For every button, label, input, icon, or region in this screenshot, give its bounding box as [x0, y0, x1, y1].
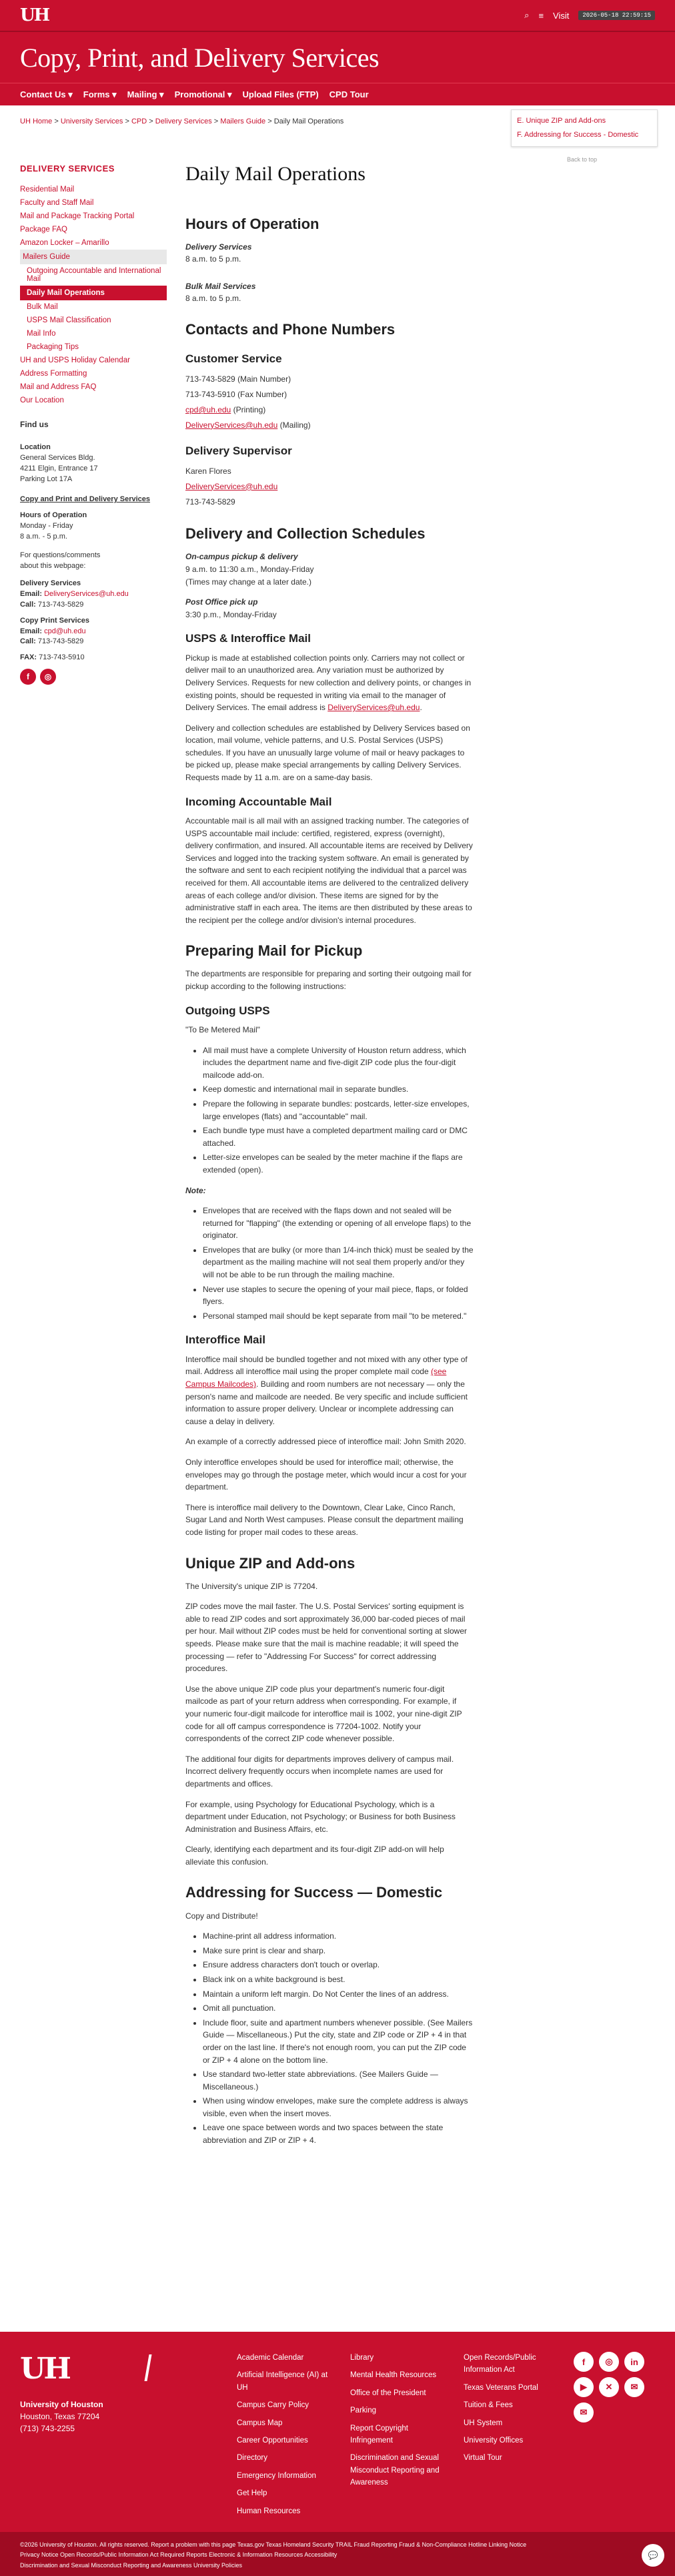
footer-link[interactable]: Open Records/Public Information Act	[464, 2354, 536, 2374]
footer-link[interactable]: Academic Calendar	[237, 2354, 304, 2362]
list-item: • Machine-print all address information.	[203, 1930, 474, 1943]
instagram-icon[interactable]: ◎	[40, 669, 56, 685]
footer-link[interactable]: Tuition & Fees	[464, 2401, 513, 2410]
campus-mailcodes-link[interactable]: (see Campus Mailcodes)	[185, 1367, 447, 1389]
footer-link[interactable]: Artificial Intelligence (AI) at UH	[237, 2371, 328, 2392]
sidebar-sub-daily-ops[interactable]: Daily Mail Operations	[20, 286, 167, 300]
list-item: • Keep domestic and international mail in separate bundles.	[203, 1083, 474, 1096]
sidebar-sub-outgoing[interactable]: Outgoing Accountable and International Mail	[27, 267, 161, 283]
list-item: • Never use staples to secure the opening of your mail piece, flaps, or folded flyers.	[203, 1283, 474, 1308]
back-to-top[interactable]: Back to top	[567, 156, 598, 163]
list-item: • Envelopes that are received with the flaps down and not sealed will be returned for "flapping" (the extending or opening of all envelope flaps) to the originator.	[203, 1205, 474, 1242]
addressing-heading: Addressing for Success — Domestic	[185, 1884, 443, 1901]
list-item: • Personal stamped mail should be kept separate from mail "to be metered."	[203, 1310, 474, 1323]
sidebar-item-faculty-staff[interactable]: Faculty and Staff Mail	[20, 199, 94, 207]
footer-social	[574, 2352, 647, 2423]
interoffice-heading: Interoffice Mail	[185, 1333, 265, 1347]
list-item: • Include floor, suite and apartment numbers whenever possible. (See Mailers Guide — Miscellaneous.) Put the city, state and ZIP code or ZIP + 4 in that order on the last line. If there's not enough room, you can put the ZIP code or ZIP + 4 alone on the bottom line.	[203, 2017, 474, 2066]
list-item: • All mail must have a complete University of Houston return address, which includes the department name and five-digit ZIP code plus the four-digit mailcode add-on.	[203, 1044, 474, 1082]
sidebar-item-mail-faq[interactable]: Mail and Address FAQ	[20, 383, 97, 391]
x-icon[interactable]: ✕	[599, 2377, 619, 2397]
addressing-list	[203, 1930, 474, 2147]
delivery-email-link[interactable]: DeliveryServices@uh.edu	[185, 420, 278, 430]
crumb-mailers-guide[interactable]: Mailers Guide	[220, 117, 266, 125]
sidebar-sub-usps-class[interactable]: USPS Mail Classification	[27, 316, 111, 324]
list-item: • When using window envelopes, make sure the complete address is always visible, even when the insert moves.	[203, 2095, 474, 2120]
footer-link[interactable]: UH System	[464, 2419, 503, 2427]
sidebar-item-holiday[interactable]: UH and USPS Holiday Calendar	[20, 356, 130, 364]
instagram-icon[interactable]: ◎	[599, 2352, 619, 2372]
contacts-heading: Contacts and Phone Numbers	[185, 320, 396, 338]
sidebar-item-residential[interactable]: Residential Mail	[20, 186, 75, 194]
site-banner	[0, 32, 675, 83]
footer-link[interactable]: Library	[350, 2354, 374, 2362]
list-item: • Make sure print is clear and sharp.	[203, 1945, 474, 1957]
footer-col-1	[237, 2352, 337, 2523]
note-list	[203, 1205, 474, 1322]
list-item: • Prepare the following in separate bundles: postcards, letter-size envelopes, large envelopes (flats) and "accountable" mail.	[203, 1098, 474, 1122]
sidebar-item-tracking[interactable]: Mail and Package Tracking Portal	[20, 212, 135, 220]
footer-link[interactable]: Discrimination and Sexual Misconduct Reporting and Awareness	[350, 2454, 440, 2487]
main-nav	[0, 83, 675, 105]
footer-link[interactable]: Report Copyright Infringement	[350, 2424, 408, 2445]
toc-unique-zip[interactable]: E. Unique ZIP and Add-ons	[517, 117, 606, 125]
list-item: • Ensure address characters don't touch or overlap.	[203, 1959, 474, 1971]
nav-upload-ftp[interactable]: Upload Files (FTP)	[242, 89, 319, 99]
sidebar-item-package-faq[interactable]: Package FAQ	[20, 226, 67, 234]
site-footer	[0, 2332, 675, 2532]
footer-link[interactable]: Virtual Tour	[464, 2454, 502, 2463]
legal-links-1[interactable]: ©2026 University of Houston. All rights reserved. Report a problem with this page Texas.gov Texas Homeland Security TRAIL Fraud Reporting Fraud & Non-Compliance Hotline Linking Notice	[20, 2541, 527, 2548]
footer-link[interactable]: Campus Map	[237, 2419, 283, 2427]
footer-link[interactable]: Texas Veterans Portal	[464, 2383, 538, 2392]
facebook-icon[interactable]: f	[574, 2352, 594, 2372]
breadcrumb: UH Home > University Services > CPD > Delivery Services > Mailers Guide > Daily Mail Operations	[20, 117, 344, 125]
search-icon[interactable]: ⌕	[524, 10, 530, 20]
list-item: • Envelopes that are bulky (or more than 1/4-inch thick) must be sealed by the department as the mailing machine will not seal them properly and/or they will not be able to be run through the mailing machine.	[203, 1244, 474, 1281]
timestamp-badge: 2026-05-18 22:59:15	[578, 11, 655, 20]
supervisor-email-link[interactable]: DeliveryServices@uh.edu	[185, 481, 278, 491]
preparing-heading: Preparing Mail for Pickup	[185, 942, 363, 960]
footer-col-2	[350, 2352, 450, 2495]
email-icon[interactable]: ✉	[624, 2377, 644, 2397]
usps-email-link[interactable]: DeliveryServices@uh.edu	[327, 703, 420, 713]
footer-link[interactable]: Parking	[350, 2406, 376, 2415]
chat-icon[interactable]: 💬	[642, 2544, 664, 2567]
sidebar-item-mailers-guide[interactable]: Mailers Guide	[20, 250, 167, 264]
crumb-university-services[interactable]: University Services	[60, 117, 123, 125]
crumb-current: Daily Mail Operations	[273, 117, 344, 125]
nav-cpd-tour[interactable]: CPD Tour	[329, 89, 369, 99]
usps-heading: USPS & Interoffice Mail	[185, 632, 311, 645]
cpd-email-link[interactable]: cpd@uh.edu	[185, 405, 231, 414]
footer-link[interactable]: Campus Carry Policy	[237, 2401, 309, 2410]
footer-link[interactable]: Mental Health Resources	[350, 2371, 437, 2380]
sidebar-sub-mail-info[interactable]: Mail Info	[27, 330, 56, 338]
footer-link[interactable]: Get Help	[237, 2489, 267, 2498]
sidebar-item-location[interactable]: Our Location	[20, 396, 64, 404]
cp-email-link[interactable]: cpd@uh.edu	[44, 627, 86, 635]
facebook-icon[interactable]: f	[20, 669, 36, 685]
list-item: • Each bundle type must have a completed department mailing card or DMC attached.	[203, 1124, 474, 1149]
sidebar-item-amazon[interactable]: Amazon Locker – Amarillo	[20, 239, 109, 247]
sidebar	[20, 164, 167, 685]
list-item: • Omit all punctuation.	[203, 2002, 474, 2015]
incoming-heading: Incoming Accountable Mail	[185, 795, 332, 808]
footer-logo[interactable]: UH	[20, 2352, 69, 2386]
list-item: • Black ink on a white background is best.	[203, 1973, 474, 1986]
crumb-cpd[interactable]: CPD	[131, 117, 147, 125]
list-item: • Letter-size envelopes can be sealed by the meter machine if the flaps are extended (open).	[203, 1151, 474, 1176]
schedules-heading: Delivery and Collection Schedules	[185, 525, 426, 543]
legal-bar	[0, 2532, 675, 2576]
page-title: Daily Mail Operations	[185, 163, 366, 185]
top-bar	[0, 0, 675, 32]
footer-link[interactable]: Office of the President	[350, 2388, 426, 2397]
footer-col-3	[464, 2352, 564, 2470]
mail-icon[interactable]: ✉	[574, 2402, 594, 2423]
sidebar-title: DELIVERY SERVICES	[20, 164, 115, 174]
nav-forms[interactable]: Forms ▾	[83, 89, 117, 99]
footer-link[interactable]: Career Opportunities	[237, 2436, 308, 2445]
footer-divider	[144, 2354, 151, 2381]
footer-link[interactable]: Directory	[237, 2454, 268, 2463]
menu-icon[interactable]: ≡	[538, 10, 544, 21]
youtube-icon[interactable]: ▶	[574, 2377, 594, 2397]
sidebar-sub-bulk[interactable]: Bulk Mail	[27, 303, 58, 311]
nav-promotional[interactable]: Promotional ▾	[174, 89, 232, 99]
footer-link[interactable]: University Offices	[464, 2436, 524, 2445]
nav-contact[interactable]: Contact Us ▾	[20, 89, 73, 99]
ds-email-link[interactable]: DeliveryServices@uh.edu	[44, 589, 129, 598]
nav-mailing[interactable]: Mailing ▾	[127, 89, 164, 99]
hours-heading: Hours of Operation	[185, 215, 319, 232]
linkedin-icon[interactable]: in	[624, 2352, 644, 2372]
footer-link[interactable]: Emergency Information	[237, 2471, 316, 2480]
list-item: • Leave one space between words and two spaces between the state abbreviation and ZIP or ZIP + 4.	[203, 2122, 474, 2146]
outgoing-usps-heading: Outgoing USPS	[185, 1004, 270, 1017]
sidebar-item-address-format[interactable]: Address Formatting	[20, 370, 87, 378]
main-content: Daily Mail Operations Hours of Operation Delivery Services 8 a.m. to 5 p.m. Bulk Mail Services 8 a.m. to 5 p.m. Contacts and Phone Numbers Customer Service 713-743-5829 (Main Number) 713-743-5910 (Fax Number) cpd@uh.edu (Printing) DeliveryServices@uh.edu (Mailing) Delivery Supervisor Karen Flores DeliveryServices@uh.edu 713-743-5829 Delivery and Collection Schedules On-campus pickup & delivery 9 a.m. to 11:30 a.m., Monday-Friday (Times may change at a later date.) Post Office pick up 3:30 p.m., Monday-Friday USPS & Interoffice Mail Pickup is made at established collection points only. Carriers may not collect or deliver mail to an unauthorized area. Any variation must be authorized by Delivery Services. Requests for new collection and delivery points, or changes in existing points, should be requested in writing via email to the manager of Delivery Services. The email address is DeliveryServices@uh.edu. Delivery and collection schedules are established by Delivery Services based on location, mail volume, vehicle patterns, and U.S. Postal Services (USPS) schedules. If you have an unusually large volume of mail or heavy packages to be picked up, please make special arrangements by calling Delivery Services. Requests made by 11 a.m. are on a same-day basis. Incoming Accountable Mail Accountable mail is all mail with an assigned tracking number. The categories of USPS accountable mail include: certified, registered, express (overnight), delivery confirmation, and insured. All accountable items are received by Delivery Services and logged into the tracking system software. An email is generated by the software and sent to each recipient notifying the individual that a parcel was received for them. All accountable items are delivered to the centralized delivery areas of each college and/or division. These items are signed for by the administrative staff in each area. The items are then distributed by these areas to the recipient per the college and/or division's internal procedures. Preparing Mail for Pickup The departments are responsible for preparing and sorting their outgoing mail for pickup according to the following instructions: Outgoing USPS "To Be Metered Mail" • All mail must have a complete University of Houston return address, which includes the department name and five-digit ZIP code plus the four-digit mailcode add-on. • Keep domestic and international mail in separate bundles. • Prepare the following in separate bundles: postcards, letter-size envelopes, large envelopes (flats) and "accountable" mail. • Each bundle type must have a completed department mailing card or DMC attached. • Letter-size envelopes can be sealed by the meter machine if the flaps are extended (open). Note: • Envelopes that are received with the flaps down and not sealed will be returned for "flapping" (the extending or opening of all envelope flaps) to the originator. • Envelopes that are bulky (or more than 1/4-inch thick) must be sealed by the department as the mailing machine will not seal them properly and/or they will not be able to be run through the mailing machine. • Never use staples to secure the opening of your mail piece, flaps, or folded flyers. • Personal stamped mail should be kept separate from mail "to be metered." Interoffice Mail Interoffice mail should be bundled together and not mixed with any other type of mail. Address all interoffice mail using the proper complete mail code (see Campus Mailcodes). Building and room numbers are not necessary — only the person's name and mailcode are needed. Be very specific and include sufficient information to assure proper delivery. Unclear or incomplete addressing can cause a delay in delivery. An example of a correctly addressed piece of interoffice mail: John Smith 2020. Only interoffice envelopes should be used for interoffice mail; otherwise, the envelopes may go through the postage meter, which would incur a cost for your department. There is interoffice mail delivery to the Downtown, Clear Lake, Cinco Ranch, Sugar Land and North West campuses. Please consult the department mailing code listing for proper mail codes to these areas. Unique ZIP and Add-ons The University's unique ZIP is 77204. ZIP codes move the mail faster. The U.S. Postal Services' sorting equipment is able to read ZIP codes and sort approximately 36,000 bar-coded pieces of mail per hour. Mail without ZIP codes must be held for conventional sorting at slower speeds. Please make sure that the mail is machine readable; it will speed the processing — refer to "Addressing For Success" for correct addressing procedures. Use the above unique ZIP code plus your department's numeric four-digit mailcode as part of your return address when corresponding. For example, if your numeric four-digit mailcode for interoffice mail is 1002, your nine-digit ZIP code for all off campus correspondence is 77204-1002. Notify your correspondents of the correct ZIP code whenever possible. The additional four digits for departments improves delivery of campus mail. Incorrect delivery frequently occurs when incomplete names are used for departments and offices. For example, using Psychology for Educational Psychology, which is a department under Education, not Psychology; or Business for both Business Administration and Business Affairs, etc. Clearly, identifying each department and its four-digit ZIP add-on will help alleviate this confusion. Addressing for Success — Domestic Copy and Distribute! • Machine-print all address information. • Make sure print is clear and sharp. • Ensure address characters don't touch or overlap. • Black ink on a white background is best. • Maintain a uniform left margin. Do Not Center the lines of an address. • Omit all punctuation. • Include floor, suite and apartment numbers whenever possible. (See Mailers Guide — Miscellaneous.) Put the city, state and ZIP code or ZIP + 4 in that order on the last line. If there's not enough room, you can put the ZIP code or ZIP + 4 alone on the bottom line. • Use standard two-letter state abbreviations. (See Mailers Guide — Miscellaneous.) • When using window envelopes, make sure the complete address is always visible, even when the insert moves. • Leave one space between words and two spaces between the state abbreviation and ZIP or ZIP + 4.	[185, 159, 474, 2155]
visit-link[interactable]: Visit	[553, 10, 570, 21]
crumb-uh-home[interactable]: UH Home	[20, 117, 53, 125]
hours-link[interactable]: Copy and Print and Delivery Services	[20, 495, 151, 504]
find-us: Find us Location General Services Bldg. 4211 Elgin, Entrance 17 Parking Lot 17A Copy and Print and Delivery Services Hours of Operation Monday - Friday 8 a.m. - 5 p.m. For questions/comments about this webpage: Delivery Services Email: DeliveryServices@uh.edu Call: 713-743-5829 Copy Print Services Email: cpd@uh.edu Call: 713-743-5829 FAX: 713-743-5910 f ◎	[20, 419, 167, 685]
legal-links-3[interactable]: Discrimination and Sexual Misconduct Reporting and Awareness University Policies	[20, 2561, 242, 2569]
list-item: • Maintain a uniform left margin. Do Not Center the lines of an address.	[203, 1988, 474, 2001]
uh-logo[interactable]: UH	[20, 5, 49, 25]
footer-link[interactable]: Human Resources	[237, 2507, 301, 2515]
sidebar-sub-packaging[interactable]: Packaging Tips	[27, 343, 79, 351]
crumb-delivery-services[interactable]: Delivery Services	[155, 117, 212, 125]
page-toc	[511, 109, 658, 147]
toc-addressing[interactable]: F. Addressing for Success - Domestic	[517, 130, 639, 139]
legal-links-2[interactable]: Privacy Notice Open Records/Public Information Act Required Reports Electronic & Information Resources Accessibility	[20, 2551, 338, 2559]
list-item: • Use standard two-letter state abbreviations. (See Mailers Guide — Miscellaneous.)	[203, 2068, 474, 2093]
unique-zip-heading: Unique ZIP and Add-ons	[185, 1554, 356, 1572]
site-title[interactable]: Copy, Print, and Delivery Services	[20, 42, 380, 73]
outgoing-list	[203, 1044, 474, 1177]
footer-address: University of Houston Houston, Texas 77204 (713) 743-2255	[20, 2400, 103, 2433]
